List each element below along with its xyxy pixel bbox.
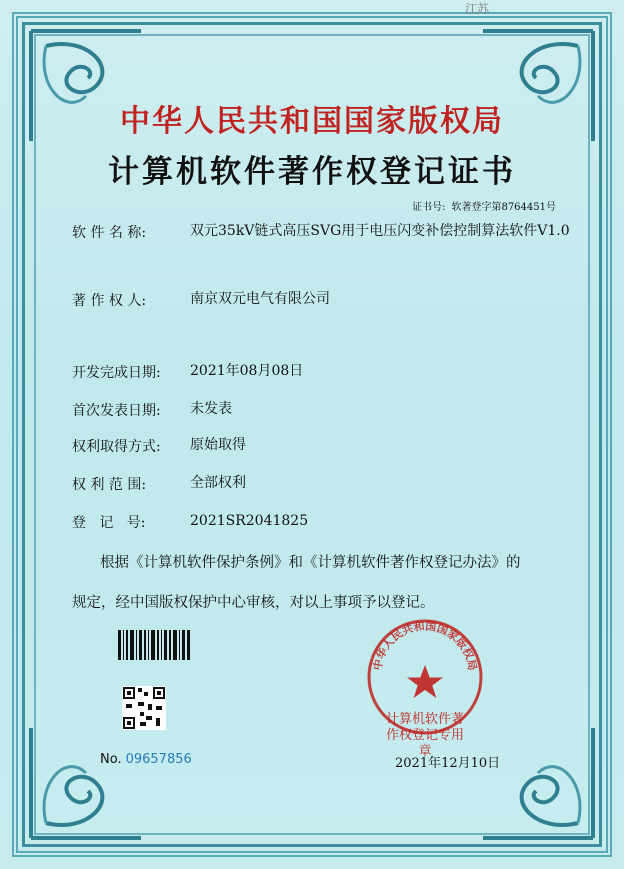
- handwritten-note: 江苏: [465, 2, 490, 16]
- field-label: 首次发表日期:: [72, 403, 161, 419]
- field-software-name: [72, 222, 570, 242]
- field-value: 2021SR2041825: [190, 513, 309, 529]
- qr-code-icon: [122, 686, 166, 730]
- barcode-icon: [118, 630, 190, 660]
- field-value: 未发表: [190, 401, 232, 417]
- field-acquisition-method: [72, 436, 570, 456]
- field-value: 双元35kV链式高压SVG用于电压闪变补偿控制算法软件V1.0: [190, 223, 570, 239]
- statement-line-2: 规定，经中国版权保护中心审核，对以上事项予以登记。: [72, 595, 435, 611]
- field-label: 权利取得方式:: [72, 439, 161, 455]
- svg-text:中华人民共和国国家版权局: 中华人民共和国国家版权局: [370, 619, 480, 672]
- field-registration-number: [72, 512, 570, 532]
- certificate-number-value: 软著登字第8764451号: [451, 202, 556, 213]
- field-value: 全部权利: [190, 475, 246, 491]
- statement-line-1: 根据《计算机软件保护条例》和《计算机软件著作权登记办法》的: [100, 555, 521, 571]
- field-label: 权 利 范 围:: [72, 477, 147, 493]
- corner-ornament-icon: [478, 723, 598, 843]
- certificate-title: 计算机软件著作权登记证书: [108, 154, 516, 190]
- field-rights-scope: [72, 474, 570, 494]
- field-label: 著 作 权 人:: [72, 293, 147, 309]
- field-completion-date: [72, 362, 570, 382]
- seal-inner-text: 计算机软件著作权登记专用章: [385, 712, 464, 759]
- field-value: 原始取得: [190, 437, 246, 453]
- field-label: 开发完成日期:: [72, 365, 161, 381]
- issuer-title: 中华人民共和国国家版权局: [120, 104, 504, 139]
- field-value: 南京双元电气有限公司: [190, 291, 330, 307]
- serial-value: 09657856: [125, 752, 192, 767]
- field-publication-date: [72, 400, 570, 420]
- serial-prefix: No.: [100, 752, 122, 767]
- corner-ornament-icon: [26, 723, 146, 843]
- field-label: 软 件 名 称:: [72, 225, 147, 241]
- field-label: 登 记 号:: [72, 515, 146, 531]
- field-copyright-owner: [72, 290, 570, 310]
- issue-date: 2021年12月10日: [395, 756, 501, 771]
- serial-number: [100, 752, 192, 767]
- field-value: 2021年08月08日: [190, 363, 304, 379]
- certificate-number: [406, 198, 556, 213]
- certificate-number-label: 证书号:: [412, 202, 446, 213]
